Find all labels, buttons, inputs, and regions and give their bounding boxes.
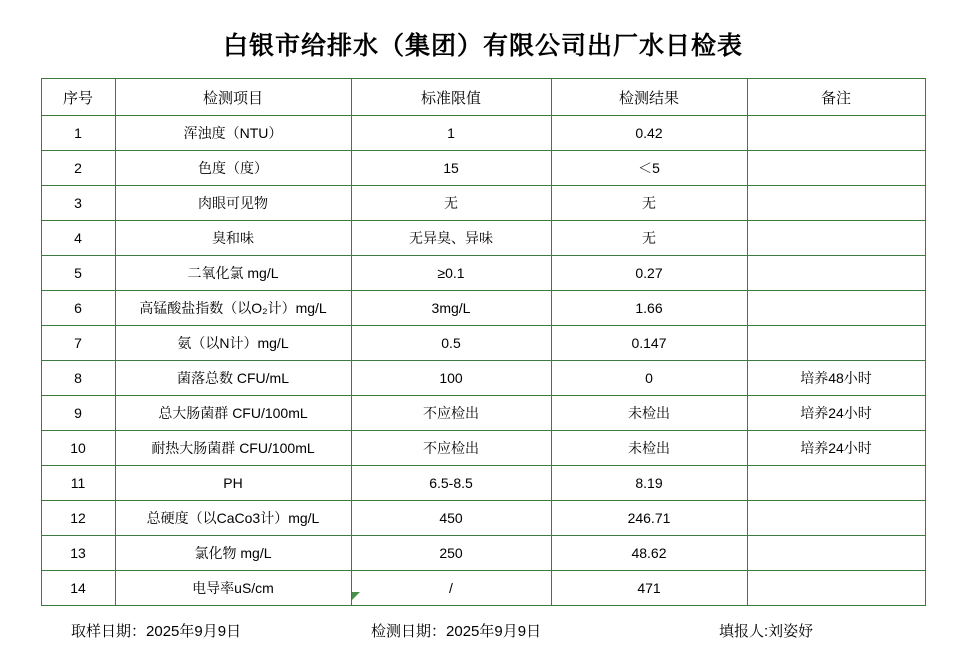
test-date-value: 2025年9月9日 [446,623,542,640]
cell-remark [747,466,925,501]
page-title: 白银市给排水（集团）有限公司出厂水日检表 [222,33,743,60]
cell-remark: 培养48小时 [747,361,925,396]
table-row [41,326,925,361]
table-row [41,186,925,221]
cell-no: 12 [41,501,115,536]
cell-limit: 不应检出 [351,431,551,466]
cell-limit: 无异臭、异味 [351,221,551,256]
cell-remark [747,326,925,361]
table-row [41,501,925,536]
reporter [701,620,925,641]
sample-date [41,620,371,641]
cell-no: 9 [41,396,115,431]
cell-result: 无 [551,186,747,221]
table-row [41,466,925,501]
reporter-label: 填报人: [719,623,769,640]
cell-result: 471 [551,571,747,606]
cell-no: 1 [41,116,115,151]
cell-limit: / [351,571,551,606]
table-row [41,151,925,186]
cell-no: 11 [41,466,115,501]
table-header-row [41,79,925,116]
cell-result: 未检出 [551,396,747,431]
cell-result: 8.19 [551,466,747,501]
cell-remark [747,186,925,221]
cell-remark [747,116,925,151]
cell-result: 1.66 [551,291,747,326]
cell-result: 48.62 [551,536,747,571]
test-date-label: 检测日期： [371,623,447,640]
cell-limit: 250 [351,536,551,571]
cell-limit: 15 [351,151,551,186]
cell-item: 菌落总数 CFU/mL [115,361,351,396]
cell-result: 246.71 [551,501,747,536]
table-row [41,536,925,571]
cell-no: 10 [41,431,115,466]
table-row [41,221,925,256]
cell-result: 0.27 [551,256,747,291]
cell-remark [747,221,925,256]
cell-remark: 培养24小时 [747,431,925,466]
cell-remark [747,151,925,186]
report-footer [41,606,925,641]
cell-no: 7 [41,326,115,361]
cell-limit: ≥0.1 [351,256,551,291]
cell-item: 耐热大肠菌群 CFU/100mL [115,431,351,466]
cell-result: ＜5 [551,151,747,186]
cell-remark [747,501,925,536]
cell-limit: 0.5 [351,326,551,361]
cell-limit: 6.5-8.5 [351,466,551,501]
table-row [41,396,925,431]
cell-item: 氨（以N计）mg/L [115,326,351,361]
table-row [41,291,925,326]
cell-limit: 无 [351,186,551,221]
cell-item: 电导率uS/cm [115,571,351,606]
daily-inspection-table [41,78,926,606]
table-row [41,571,925,606]
cell-no: 2 [41,151,115,186]
column-header-no: 序号 [41,79,115,116]
cell-no: 13 [41,536,115,571]
column-header-item: 检测项目 [115,79,351,116]
cell-limit: 不应检出 [351,396,551,431]
cell-remark [747,571,925,606]
column-header-remark: 备注 [747,79,925,116]
table-row [41,256,925,291]
sheet-corner-marker [352,592,360,600]
cell-result: 未检出 [551,431,747,466]
cell-item: PH [115,466,351,501]
cell-remark: 培养24小时 [747,396,925,431]
table-row [41,431,925,466]
cell-item: 氯化物 mg/L [115,536,351,571]
cell-remark [747,536,925,571]
cell-result: 0.42 [551,116,747,151]
cell-limit: 450 [351,501,551,536]
cell-remark [747,256,925,291]
column-header-limit: 标准限值 [351,79,551,116]
sample-date-value: 2025年9月9日 [146,623,242,640]
table-row [41,361,925,396]
cell-no: 8 [41,361,115,396]
cell-limit: 3mg/L [351,291,551,326]
cell-item: 二氧化氯 mg/L [115,256,351,291]
cell-no: 14 [41,571,115,606]
cell-remark [747,291,925,326]
cell-item: 总硬度（以CaCo3计）mg/L [115,501,351,536]
cell-item: 臭和味 [115,221,351,256]
cell-no: 5 [41,256,115,291]
cell-item: 浑浊度（NTU） [115,116,351,151]
table-row [41,116,925,151]
cell-result: 无 [551,221,747,256]
cell-item: 肉眼可见物 [115,186,351,221]
cell-item: 总大肠菌群 CFU/100mL [115,396,351,431]
cell-no: 4 [41,221,115,256]
column-header-result: 检测结果 [551,79,747,116]
sample-date-label: 取样日期： [71,623,147,640]
cell-result: 0 [551,361,747,396]
cell-limit: 100 [351,361,551,396]
cell-item: 色度（度） [115,151,351,186]
cell-result: 0.147 [551,326,747,361]
reporter-value: 刘姿妤 [768,623,814,640]
cell-item: 高锰酸盐指数（以O₂计）mg/L [115,291,351,326]
cell-no: 6 [41,291,115,326]
test-date [371,620,701,641]
cell-limit: 1 [351,116,551,151]
cell-no: 3 [41,186,115,221]
